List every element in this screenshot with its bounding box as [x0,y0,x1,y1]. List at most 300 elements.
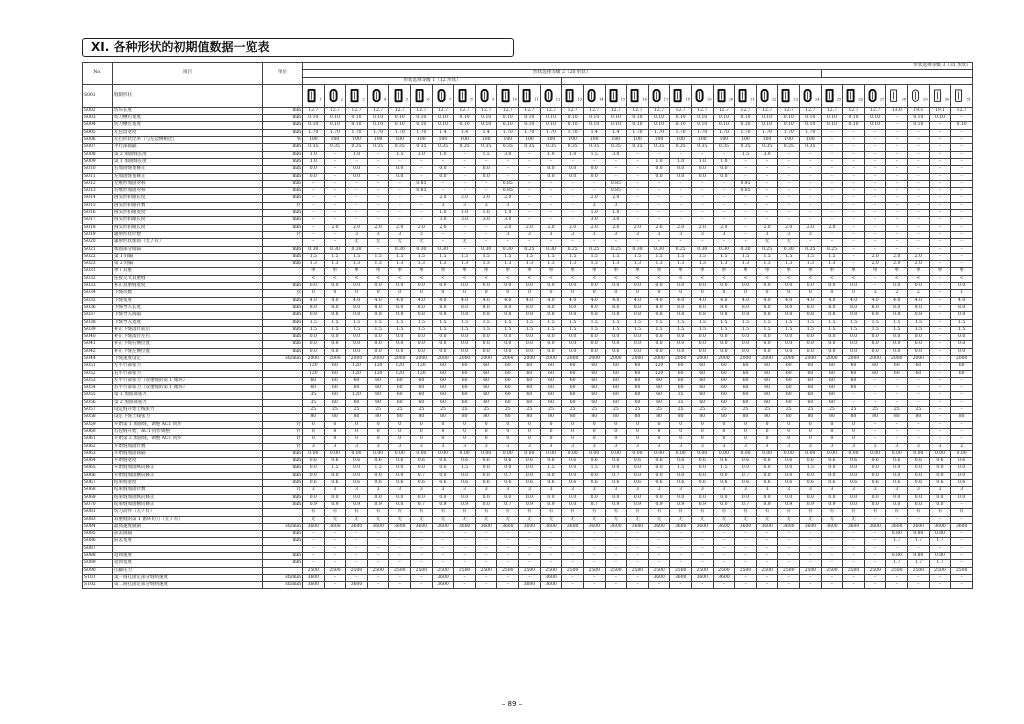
value-cell: – [303,531,325,538]
value-cell: – [432,553,454,560]
value-cell: 0.35 [562,144,584,151]
value-cell: 1 [951,290,973,297]
row-unit: mm [263,458,303,465]
table-row [83,480,973,487]
value-cell: 0.6 [389,458,411,465]
value-cell: 有 [713,509,735,516]
value-cell: – [648,531,670,538]
row-code: S060 [83,428,113,435]
value-cell: – [346,538,368,545]
value-cell: 2.0 [756,224,778,231]
value-cell: 0.0 [583,341,605,348]
value-cell: 单 [929,268,951,275]
table-row [83,348,973,355]
row-item-name: 结束缝加固针数 [113,487,263,494]
value-cell: 3 [497,443,519,450]
value-cell: 0.8 [367,312,389,319]
row-code: S039 [83,326,113,333]
value-cell: 60 [821,363,843,370]
value-cell: – [929,122,951,129]
value-cell: – [346,217,368,224]
value-cell: 0.0 [562,341,584,348]
value-cell: – [432,239,454,246]
value-cell: 35 [303,392,325,399]
value-cell: 0.0 [540,283,562,290]
value-cell: – [475,531,497,538]
value-cell: – [843,173,865,180]
value-cell: 0.0 [843,501,865,508]
row-unit [263,239,303,246]
value-cell: 0.0 [951,341,973,348]
value-cell: – [562,217,584,224]
value-cell: 0.00 [562,450,584,457]
value-cell: – [519,538,541,545]
value-cell: – [324,180,346,187]
value-cell: – [454,531,476,538]
value-cell: 60 [605,399,627,406]
value-cell: 60 [756,385,778,392]
value-cell: 0.0 [908,501,930,508]
shape-cell [864,84,886,107]
value-cell: 1.7 [929,538,951,545]
value-cell: 0.8 [411,312,433,319]
value-cell: – [951,421,973,428]
value-cell: 0.10 [670,115,692,122]
value-cell: 3 [346,487,368,494]
value-cell: – [821,217,843,224]
value-cell: 0.8 [756,312,778,319]
value-cell: 100 [389,137,411,144]
buttonhole-shape-icon [931,89,945,103]
value-cell: 4.0 [627,297,649,304]
value-cell: 80 [821,414,843,421]
value-cell: 0.00 [800,450,822,457]
value-cell: – [583,574,605,581]
value-cell: 1.5 [432,326,454,333]
value-cell: 0.0 [497,494,519,501]
value-cell: 2500 [951,567,973,574]
value-cell: – [713,195,735,202]
value-cell: – [713,202,735,209]
value-cell: – [670,202,692,209]
value-cell: 0.0 [756,348,778,355]
value-cell: 0 [324,436,346,443]
value-cell: 0.10 [367,122,389,129]
value-cell: – [886,137,908,144]
value-cell: – [864,275,886,282]
shape-cell [454,84,476,107]
value-cell: 60 [411,377,433,384]
value-cell: 1.70 [519,129,541,136]
value-cell: 1.5 [497,319,519,326]
value-cell: 有 [605,509,627,516]
value-cell: – [627,195,649,202]
value-cell: – [627,210,649,217]
value-cell: 3 [886,487,908,494]
value-cell: 100 [691,137,713,144]
value-cell: 1.70 [540,129,562,136]
value-cell: 3 [670,231,692,238]
value-cell: 1.5 [713,465,735,472]
value-cell: 单 [324,268,346,275]
table-row [83,217,973,224]
value-cell: 0 [627,428,649,435]
value-cell: 0.0 [908,494,930,501]
value-cell: 0.0 [324,341,346,348]
value-cell: 0.00 [756,450,778,457]
value-cell: 60 [454,392,476,399]
value-cell: 60 [605,370,627,377]
table-row [83,290,973,297]
value-cell: 0 [778,436,800,443]
value-cell: – [454,224,476,231]
value-cell: 0.0 [583,283,605,290]
value-cell: 0.0 [475,334,497,341]
value-cell: 有 [432,509,454,516]
value-cell: 0.10 [346,115,368,122]
value-cell: – [454,166,476,173]
value-cell: 0.0 [583,472,605,479]
value-cell: 19.1 [908,107,930,114]
value-cell: 12.7 [821,107,843,114]
value-cell: 无 [519,516,541,523]
value-cell: 2500 [562,567,584,574]
row-code: S081 [83,509,113,516]
value-cell: 60 [908,363,930,370]
shape-number: 28 [901,97,907,102]
value-cell: 0.30 [432,246,454,253]
value-cell: 0.10 [324,115,346,122]
row-unit [263,414,303,421]
value-cell: 0.6 [648,480,670,487]
value-cell: 0.6 [497,458,519,465]
value-cell: – [605,574,627,581]
row-code: S101 [83,574,113,581]
value-cell: 3 [454,487,476,494]
value-cell: 8.0 [800,304,822,311]
value-cell: 3600 [843,523,865,530]
value-cell: 0.10 [821,122,843,129]
value-cell: – [389,158,411,165]
value-cell: 0.8 [886,312,908,319]
value-cell: 120 [389,370,411,377]
value-cell: 0.30 [346,246,368,253]
value-cell: 4.0 [562,297,584,304]
value-cell: – [951,166,973,173]
value-cell: 0.85 [605,188,627,195]
value-cell: 2500 [929,567,951,574]
value-cell: 12.7 [800,107,822,114]
row-unit: mm [263,319,303,326]
row-unit: mm [263,480,303,487]
row-code: S042 [83,348,113,355]
value-cell: 3600 [346,582,368,589]
row-item-name: 补正下缝落针左右 [113,334,263,341]
value-cell: 0 [389,436,411,443]
value-cell: 0.6 [562,458,584,465]
row-item-name: 左平行部张力 [113,363,263,370]
value-cell: 0.6 [648,458,670,465]
value-cell: – [908,545,930,552]
value-cell: 60 [670,385,692,392]
value-cell: 60 [497,377,519,384]
value-cell: 0.10 [432,122,454,129]
value-cell: 0.0 [843,472,865,479]
value-cell: 0 [519,421,541,428]
value-cell: 80 [432,414,454,421]
value-cell: 8.0 [713,304,735,311]
value-cell: – [951,129,973,136]
value-cell: – [562,188,584,195]
value-cell: 1.5 [540,326,562,333]
value-cell: 60 [324,392,346,399]
row-item-name: 补正下缝左侧位置 [113,348,263,355]
value-cell: 25 [691,407,713,414]
value-cell: 1.5 [583,319,605,326]
value-cell: 60 [583,385,605,392]
value-cell: – [843,538,865,545]
value-cell: – [929,574,951,581]
value-cell: – [843,553,865,560]
value-cell: 0.8 [908,312,930,319]
value-cell: 0.0 [432,341,454,348]
value-cell: 0 [303,290,325,297]
value-cell: 有 [367,509,389,516]
value-cell: 无 [475,516,497,523]
row-item-name: 切刀槽右宽度 [113,115,263,122]
row-code: S070 [83,501,113,508]
value-cell: 0.0 [540,173,562,180]
value-cell: 1.70 [303,129,325,136]
value-cell: – [540,180,562,187]
value-cell: 0 [605,428,627,435]
value-cell: 0.0 [303,173,325,180]
value-cell: 1.5 [303,253,325,260]
value-cell: – [303,553,325,560]
value-cell: 0.85 [497,180,519,187]
value-cell: 0.00 [864,450,886,457]
value-cell: – [691,560,713,567]
row-item-name: 补正双重缝宽度 [113,283,263,290]
value-cell: – [951,224,973,231]
value-cell: 80 [864,414,886,421]
value-cell: 0.0 [670,334,692,341]
value-cell: – [886,377,908,384]
value-cell: 2500 [713,567,735,574]
value-cell: 0.6 [432,458,454,465]
value-cell: 2000 [389,355,411,362]
row-unit: mm [263,501,303,508]
value-cell: 3600 [713,523,735,530]
value-cell: 2.0 [605,224,627,231]
value-cell: 0 [411,436,433,443]
value-cell: – [540,545,562,552]
value-cell: 0 [843,290,865,297]
table-row [83,144,973,151]
value-cell: < [843,275,865,282]
row-item-name: 下缝宽度 [113,297,263,304]
value-cell: 25 [648,407,670,414]
value-cell: – [454,151,476,158]
value-cell: 0.00 [324,450,346,457]
value-cell: 0.85 [605,180,627,187]
value-cell: 0.0 [735,341,757,348]
value-cell: 0 [713,436,735,443]
row-item-name: 下缝导入长度 [113,304,263,311]
value-cell: – [864,173,886,180]
value-cell: 60 [627,370,649,377]
value-cell: – [562,158,584,165]
table-row [83,421,973,428]
value-cell: 0.0 [756,341,778,348]
value-cell: 单 [713,268,735,275]
value-cell: – [411,560,433,567]
value-cell: 1.0 [583,210,605,217]
value-cell: 0.0 [497,348,519,355]
value-cell: 0 [346,436,368,443]
value-cell: 60 [778,399,800,406]
value-cell: 3 [627,231,649,238]
buttonhole-shape-icon [779,89,793,103]
value-cell: – [519,195,541,202]
value-cell: 有 [627,509,649,516]
value-cell: 3600 [303,574,325,581]
value-cell: – [411,158,433,165]
value-cell: 1.3 [627,261,649,268]
value-cell: – [411,553,433,560]
value-cell: – [605,545,627,552]
value-cell: 0.0 [497,465,519,472]
value-cell: 0.0 [843,494,865,501]
value-cell: 60 [583,370,605,377]
value-cell: 0.7 [583,501,605,508]
value-cell: 0.6 [324,480,346,487]
value-cell: 2000 [648,355,670,362]
value-cell: 120 [346,370,368,377]
value-cell: 60 [800,399,822,406]
value-cell: 1.70 [367,129,389,136]
value-cell: 0.35 [540,144,562,151]
value-cell: – [886,436,908,443]
value-cell: – [843,137,865,144]
value-cell: 0.9 [454,501,476,508]
value-cell: 0.0 [843,348,865,355]
value-cell: 100 [605,137,627,144]
row-code: S041 [83,341,113,348]
buttonhole-shape-icon [887,89,901,103]
row-item-name: 开始第 1 加固缝，调整 ACT 同步 [113,421,263,428]
value-cell: 0.0 [519,341,541,348]
value-cell: 0 [670,428,692,435]
value-cell: – [908,239,930,246]
row-item-name: 右加固缝宽修正 [113,166,263,173]
value-cell: 无 [432,516,454,523]
value-cell: 0.10 [778,115,800,122]
value-cell: 60 [346,399,368,406]
value-cell: 0.30 [389,246,411,253]
row-item-name: 下缝导入宽度 [113,319,263,326]
value-cell: – [821,582,843,589]
value-cell: 0.0 [778,341,800,348]
value-cell: – [929,355,951,362]
value-cell: 3 [908,487,930,494]
value-cell: 0.0 [691,341,713,348]
row-item-name: 下缝次数 [113,290,263,297]
value-cell: 60 [519,370,541,377]
value-cell: 1.3 [670,261,692,268]
value-cell: – [562,180,584,187]
value-cell: 有 [454,509,476,516]
value-cell: 0.6 [454,458,476,465]
value-cell: – [864,144,886,151]
value-cell: < [346,275,368,282]
value-cell: 2.0 [583,195,605,202]
value-cell: 0 [454,290,476,297]
value-cell: 1.5 [843,326,865,333]
value-cell: 3 [691,487,713,494]
value-cell: 2.0 [691,224,713,231]
value-cell: 120 [346,363,368,370]
table-row [83,137,973,144]
value-cell: 0.0 [540,472,562,479]
value-cell: 60 [713,377,735,384]
value-cell: 3 [670,487,692,494]
value-cell: 0.0 [411,283,433,290]
value-cell: – [864,195,886,202]
value-cell: – [864,545,886,552]
row-unit [263,370,303,377]
buttonhole-shape-icon [392,89,406,103]
table-row [83,472,973,479]
value-cell: – [627,188,649,195]
value-cell: 3 [691,231,713,238]
value-cell: 1.3 [778,261,800,268]
value-cell: – [562,239,584,246]
value-cell: 60 [670,377,692,384]
row-unit: mm [263,494,303,501]
value-cell: 0.0 [367,334,389,341]
value-cell: 0.0 [519,283,541,290]
row-item-name: 右包缝开始，ACT 同步调整 [113,428,263,435]
value-cell: 0.35 [497,144,519,151]
value-cell: 2.0 [908,261,930,268]
value-cell: 0.6 [583,480,605,487]
value-cell: 1.0 [497,210,519,217]
value-cell: – [951,158,973,165]
value-cell: 3 [648,443,670,450]
row-item-name: 圆头形扣眼长度 [113,217,263,224]
value-cell: – [864,210,886,217]
value-cell: 有 [670,509,692,516]
value-cell: 25 [497,407,519,414]
value-cell: 0.35 [346,144,368,151]
row-item-name: 前去宽度 [113,538,263,545]
value-cell: 60 [324,377,346,384]
value-cell: 3 [519,487,541,494]
value-cell: – [821,538,843,545]
value-cell: – [778,180,800,187]
value-cell: – [886,392,908,399]
value-cell: 0 [800,421,822,428]
value-cell: 1.3 [605,261,627,268]
value-cell: 0.35 [756,144,778,151]
value-cell: 0.0 [411,465,433,472]
value-cell: 0.30 [540,246,562,253]
row-item-name: 连接交叉双重缝 [113,275,263,282]
value-cell: 60 [778,363,800,370]
value-cell: 3.0 [605,151,627,158]
value-cell: 60 [605,385,627,392]
